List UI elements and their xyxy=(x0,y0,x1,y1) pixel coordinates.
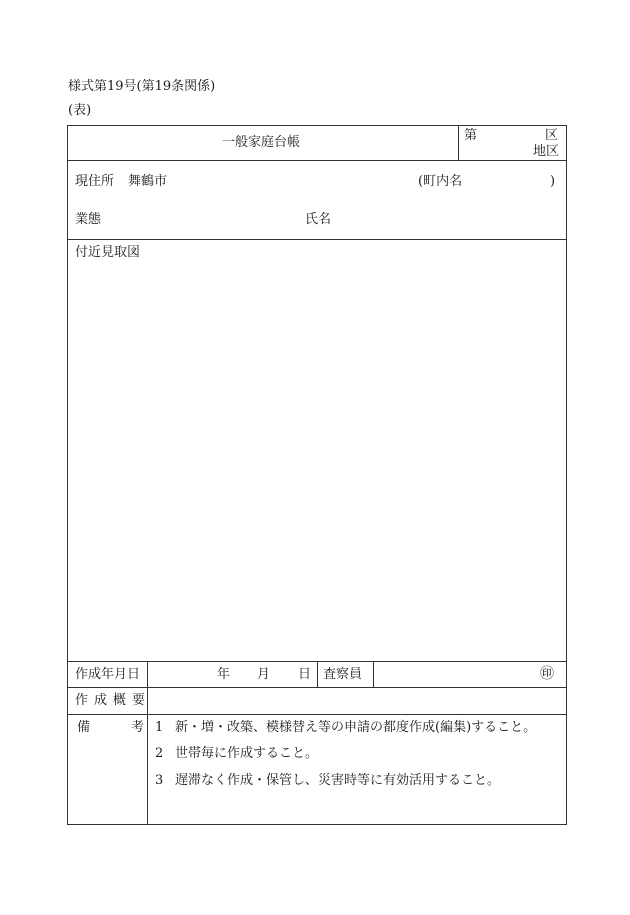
note-text: 遅滞なく作成・保管し、災害時等に有効活用すること。 xyxy=(175,773,501,788)
note-text: 新・増・改築、模様替え等の申請の都度作成(編集)すること。 xyxy=(175,720,537,735)
ledger-title: 一般家庭台帳 xyxy=(222,135,301,150)
summary-field[interactable] xyxy=(148,688,566,714)
rule-inspector-left xyxy=(317,661,318,687)
summary-label: 作成概要 xyxy=(75,693,152,708)
form-side-label: (表) xyxy=(68,103,92,118)
note-number: 2 xyxy=(155,746,164,761)
name-label: 氏名 xyxy=(305,212,332,227)
notes-label-left: 備 xyxy=(77,720,91,735)
address-label: 現住所 xyxy=(75,174,115,189)
rule-summary xyxy=(67,714,567,715)
business-label: 業態 xyxy=(75,212,102,227)
address-city: 舞鶴市 xyxy=(128,174,168,189)
note-number: 3 xyxy=(155,773,164,788)
note-number: 1 xyxy=(155,720,164,735)
seal-icon: ㊞ xyxy=(540,666,554,682)
rule-label-column xyxy=(147,661,148,825)
district-dai: 第 xyxy=(464,128,478,143)
created-date-label: 作成年月日 xyxy=(75,667,141,682)
district-ku: 区 xyxy=(545,128,559,143)
district-chiku: 地区 xyxy=(533,144,560,159)
notes-label-right: 考 xyxy=(131,720,145,735)
rule-district-divider xyxy=(458,125,459,160)
rule-business xyxy=(67,239,567,240)
map-label: 付近見取図 xyxy=(75,245,141,260)
town-name-open: (町内名 xyxy=(418,174,463,189)
note-text: 世帯毎に作成すること。 xyxy=(175,746,319,761)
map-area[interactable] xyxy=(68,262,566,660)
year-label: 年 xyxy=(217,667,231,682)
day-label: 日 xyxy=(298,667,312,682)
inspector-label: 査察員 xyxy=(323,667,363,682)
town-name-close: ) xyxy=(550,174,556,189)
month-label: 月 xyxy=(257,667,271,682)
rule-title xyxy=(67,160,567,161)
form-number: 様式第19号(第19条関係) xyxy=(68,79,216,94)
rule-inspector-right xyxy=(373,661,374,687)
